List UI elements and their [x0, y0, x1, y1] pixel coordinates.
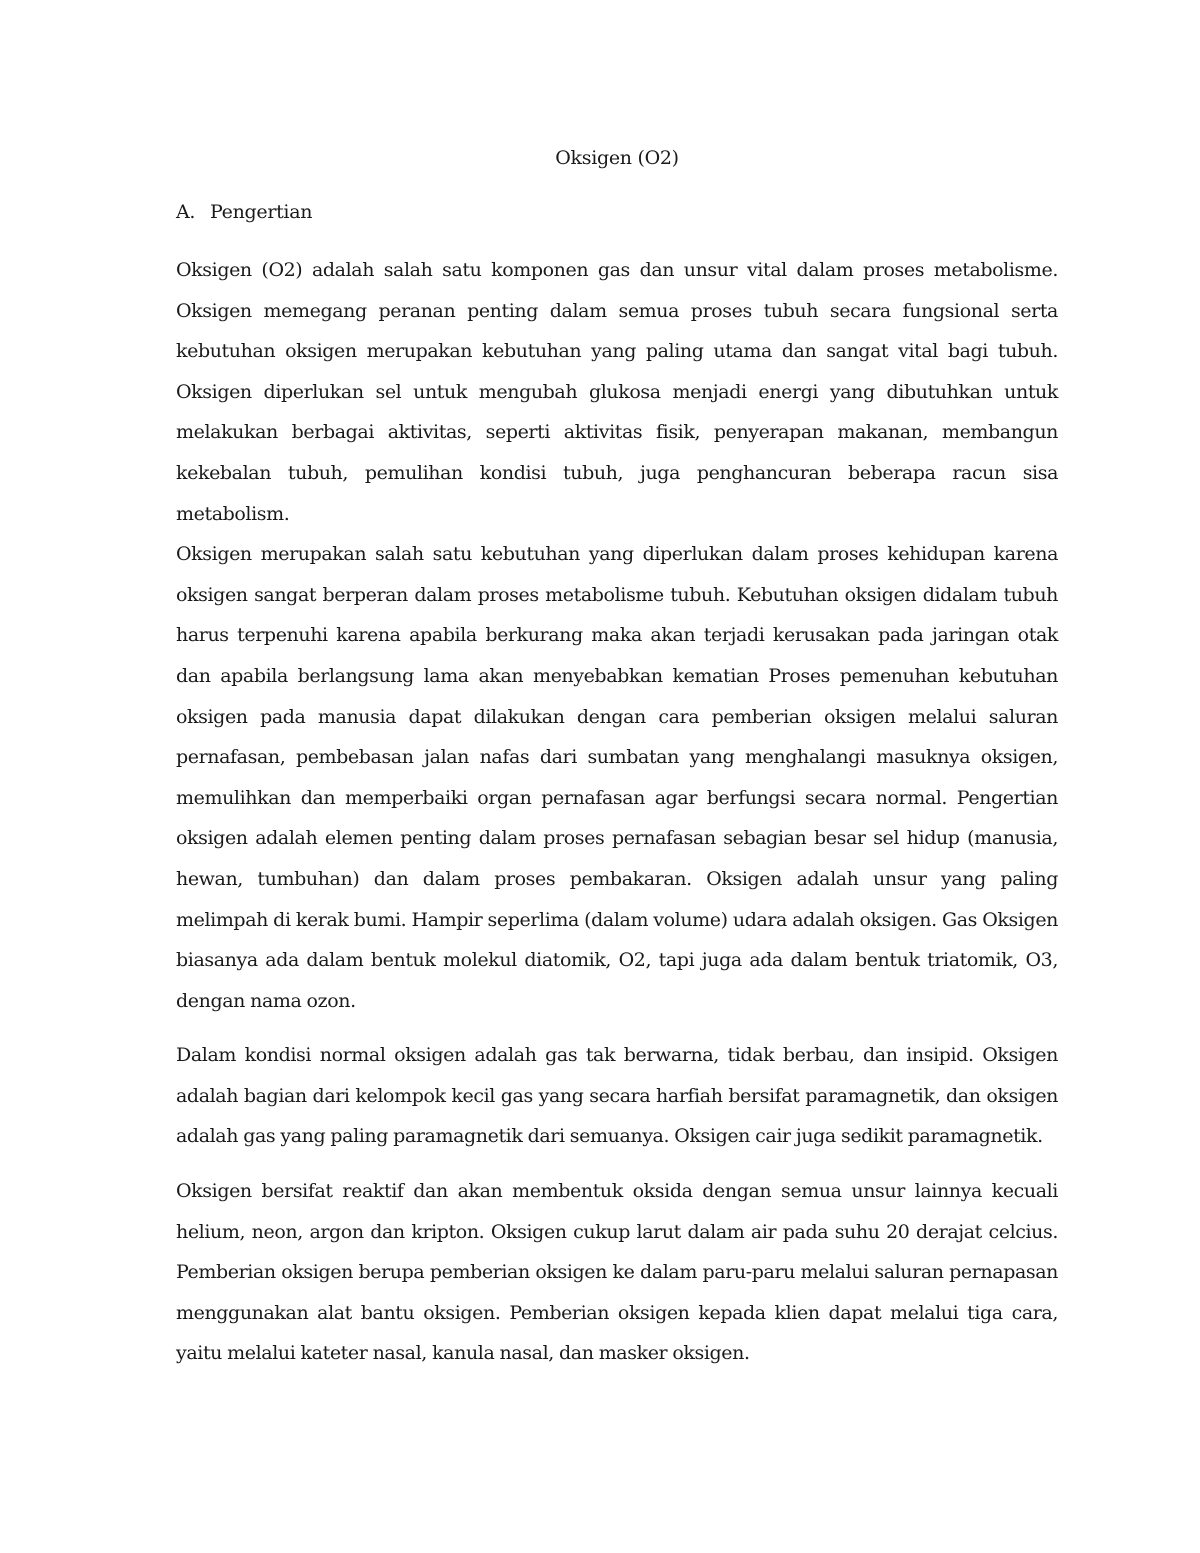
- paragraph-properties: Dalam kondisi normal oksigen adalah gas tak berwarna, tidak berbau, dan insipid. Oksigen adalah bagian dari kelompok kecil gas yang secara harfiah bersifat paramagnetik, dan oksigen adalah gas yang paling paramagnetik dari semuanya. Oksigen cair juga sedikit paramagnetik.: [176, 1044, 1058, 1148]
- section-label: Pengertian: [210, 201, 313, 223]
- section-letter: A.: [176, 201, 196, 223]
- section-heading: [176, 192, 1058, 232]
- document-title: Oksigen (O2): [555, 147, 679, 169]
- paragraph-definition: Oksigen (O2) adalah salah satu komponen gas dan unsur vital dalam proses metabolisme. Oksigen memegang peranan penting dalam semua proses tubuh secara fungsional serta kebutuhan oksigen merupakan kebutuhan yang paling utama dan sangat vital bagi tubuh. Oksigen diperlukan sel untuk mengubah glukosa menjadi energi yang dibutuhkan untuk melakukan berbagai aktivitas, seperti aktivitas fisik, penyerapan makanan, membangun kekebalan tubuh, pemulihan kondisi tubuh, juga penghancuran beberapa racun sisa metabolism.: [176, 259, 1058, 525]
- paragraph-reactivity: Oksigen bersifat reaktif dan akan membentuk oksida dengan semua unsur lainnya kecuali helium, neon, argon dan kripton. Oksigen cukup larut dalam air pada suhu 20 derajat celcius. Pemberian oksigen berupa pemberian oksigen ke dalam paru-paru melalui saluran pernapasan menggunakan alat bantu oksigen. Pemberian oksigen kepada klien dapat melalui tiga cara, yaitu melalui kateter nasal, kanula nasal, dan masker oksigen.: [176, 1180, 1058, 1365]
- document-body: [176, 138, 1058, 1374]
- paragraph-metabolism: Oksigen merupakan salah satu kebutuhan yang diperlukan dalam proses kehidupan karena oksigen sangat berperan dalam proses metabolisme tubuh. Kebutuhan oksigen didalam tubuh harus terpenuhi karena apabila berkurang maka akan terjadi kerusakan pada jaringan otak dan apabila berlangsung lama akan menyebabkan kematian Proses pemenuhan kebutuhan oksigen pada manusia dapat dilakukan dengan cara pemberian oksigen melalui saluran pernafasan, pembebasan jalan nafas dari sumbatan yang menghalangi masuknya oksigen, memulihkan dan memperbaiki organ pernafasan agar berfungsi secara normal. Pengertian oksigen adalah elemen penting dalam proses pernafasan sebagian besar sel hidup (manusia, hewan, tumbuhan) dan dalam proses pembakaran. Oksigen adalah unsur yang paling melimpah di kerak bumi. Hampir seperlima (dalam volume) udara adalah oksigen. Gas Oksigen biasanya ada dalam bentuk molekul diatomik, O2, tapi juga ada dalam bentuk triatomik, O3, dengan nama ozon.: [176, 543, 1058, 1012]
